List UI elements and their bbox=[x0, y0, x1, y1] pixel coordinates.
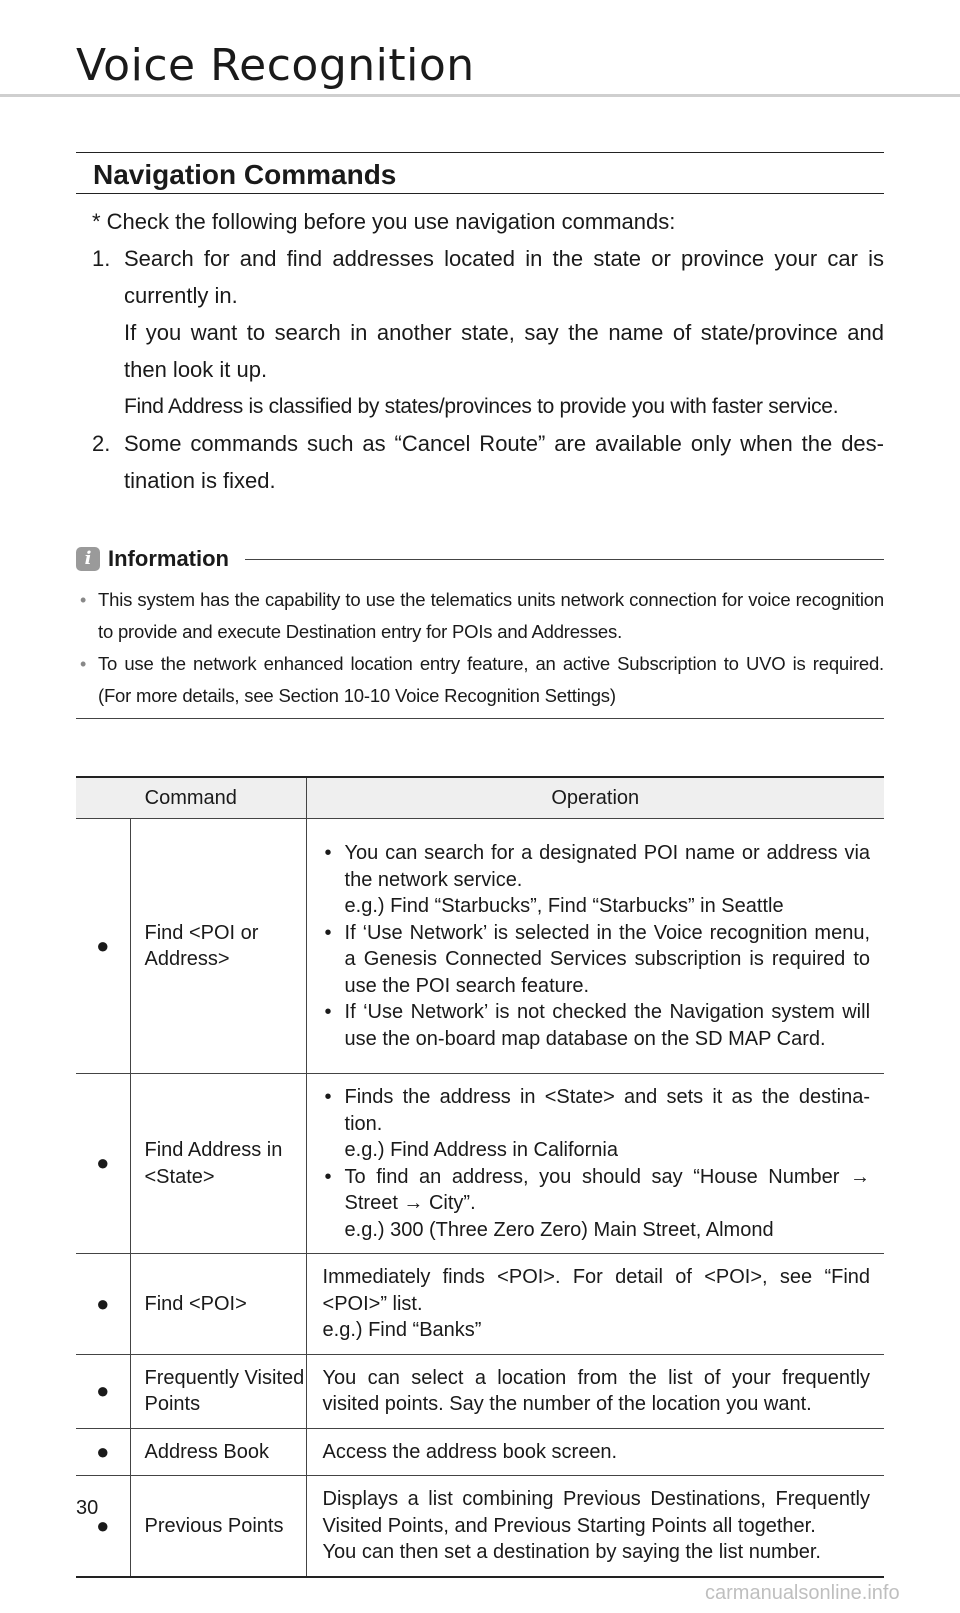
intro-note: * Check the following before you use navigation commands: bbox=[92, 209, 676, 234]
bullet-icon: • bbox=[324, 1001, 332, 1023]
operation-example: e.g.) Find Address in California bbox=[344, 1139, 618, 1161]
information-bottom-rule bbox=[76, 718, 884, 719]
command-marker-icon: ● bbox=[76, 1254, 130, 1355]
intro-item bbox=[76, 240, 884, 425]
command-operation bbox=[306, 1428, 884, 1476]
intro-item-line: Search for and find addresses located in the state or province your car is currently in. bbox=[124, 246, 884, 308]
command-marker-icon: ● bbox=[76, 1476, 130, 1577]
bullet-icon: • bbox=[324, 842, 332, 864]
operation-line: e.g.) Find “Banks” bbox=[322, 1319, 482, 1341]
command-name: Find <POI> bbox=[130, 1254, 306, 1355]
table-row bbox=[76, 1354, 884, 1428]
command-operation bbox=[306, 1354, 884, 1428]
intro-list bbox=[76, 240, 884, 499]
bullet-icon: • bbox=[324, 1165, 332, 1188]
intro-block bbox=[76, 203, 884, 499]
command-operation bbox=[306, 1254, 884, 1355]
table-header-row bbox=[76, 777, 884, 819]
information-list bbox=[76, 584, 884, 712]
section-header bbox=[76, 152, 884, 194]
table-row bbox=[76, 1254, 884, 1355]
command-operation bbox=[306, 1074, 884, 1254]
intro-item-number: 2. bbox=[92, 431, 111, 456]
command-marker-icon: ● bbox=[76, 1074, 130, 1254]
table-row bbox=[76, 1074, 884, 1254]
header-command: Command bbox=[76, 777, 306, 819]
command-operation bbox=[306, 819, 884, 1074]
information-box bbox=[76, 540, 884, 712]
information-label: Information bbox=[108, 546, 229, 571]
command-marker-icon: ● bbox=[76, 1428, 130, 1476]
operation-line: You can select a location from the list of your frequently visited points. Say the number of the location you want. bbox=[322, 1366, 871, 1415]
command-operation bbox=[306, 1476, 884, 1577]
table-row bbox=[76, 819, 884, 1074]
section-title: Navigation Commands bbox=[93, 159, 397, 190]
operation-line: You can then set a destination by saying the list number. bbox=[322, 1541, 821, 1563]
bullet-icon: • bbox=[80, 654, 87, 674]
page-number: 30 bbox=[76, 1497, 99, 1519]
operation-bullet: • To find an address, you should say “House Number → Street → City”. e.g.) 300 (Three Zero Zero) Main Street, Almond bbox=[324, 1165, 871, 1241]
operation-example: e.g.) Find “Starbucks”, Find “Starbucks” in Seattle bbox=[344, 895, 784, 917]
table-row bbox=[76, 1476, 884, 1577]
intro-item-line: Find Address is classified by states/provinces to provide you with faster service. bbox=[124, 395, 839, 418]
title-rule bbox=[0, 94, 960, 97]
information-item: • To use the network enhanced location entry feature, an active Subscription to UVO is required. (For more details, see Section 10-10 Voice Recognition Settings) bbox=[76, 648, 884, 712]
operation-line: Displays a list combining Previous Destinations, Frequently Visited Points, and Previous Starting Points all together. bbox=[322, 1488, 871, 1537]
command-marker-icon: ● bbox=[76, 819, 130, 1074]
intro-item-line: Some commands such as “Cancel Route” are available only when the des-tination is fixed. bbox=[124, 431, 884, 493]
operation-line: Access the address book screen. bbox=[322, 1440, 618, 1463]
commands-table bbox=[76, 776, 884, 1578]
page-title: Voice Recognition bbox=[76, 40, 475, 91]
table-row bbox=[76, 1428, 884, 1476]
command-name: Frequently Visited Points bbox=[130, 1354, 306, 1428]
bullet-icon: • bbox=[80, 590, 87, 610]
operation-bullet: • You can search for a designated POI name or address via the network service. e.g.) Find “Starbucks”, Find “Starbucks” in Seattle bbox=[324, 842, 871, 917]
watermark: carmanualsonline.info bbox=[705, 1582, 900, 1604]
operation-bullet: • Finds the address in <State> and sets it as the destina-tion. e.g.) Find Address in California bbox=[324, 1086, 871, 1161]
operation-bullet: • If ‘Use Network’ is not checked the Navigation system will use the on-board map database on the SD MAP Card. bbox=[324, 1001, 871, 1050]
intro-item-number: 1. bbox=[92, 246, 111, 271]
info-icon: i bbox=[76, 547, 100, 571]
command-name: Find <POI or Address> bbox=[130, 819, 306, 1074]
command-name: Address Book bbox=[130, 1428, 306, 1476]
information-item: • This system has the capability to use the telematics units network connection for voice recognition to provide and execute Destination entry for POIs and Addresses. bbox=[76, 584, 884, 648]
command-name: Find Address in <State> bbox=[130, 1074, 306, 1254]
command-name: Previous Points bbox=[130, 1476, 306, 1577]
command-marker-icon: ● bbox=[76, 1354, 130, 1428]
intro-item bbox=[76, 425, 884, 499]
operation-example: e.g.) 300 (Three Zero Zero) Main Street, Almond bbox=[344, 1218, 774, 1241]
operation-line: Immediately finds <POI>. For detail of <POI>, see “Find <POI>” list. bbox=[322, 1266, 871, 1315]
intro-item-line: If you want to search in another state, say the name of state/province and then look it up. bbox=[124, 320, 884, 382]
operation-bullet: • If ‘Use Network’ is selected in the Voice recognition menu, a Genesis Connected Services subscription is required to use the POI search feature. bbox=[324, 921, 871, 997]
header-operation: Operation bbox=[306, 777, 884, 819]
information-rule bbox=[245, 559, 884, 560]
bullet-icon: • bbox=[324, 921, 332, 944]
information-header bbox=[76, 540, 884, 578]
bullet-icon: • bbox=[324, 1086, 332, 1108]
